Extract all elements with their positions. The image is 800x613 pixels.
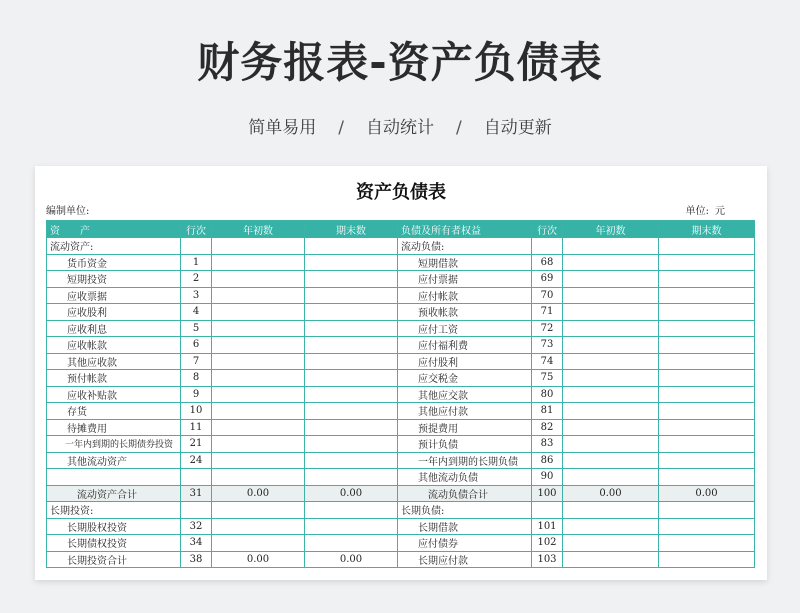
cell-liability-begin[interactable] <box>563 304 659 321</box>
cell-asset-line[interactable]: 8 <box>181 370 212 387</box>
cell-liability-end[interactable] <box>659 287 755 304</box>
cell-asset-begin[interactable] <box>212 403 305 420</box>
cell-liability-begin[interactable] <box>563 386 659 403</box>
cell-asset-end[interactable] <box>305 370 398 387</box>
cell-asset-begin[interactable] <box>212 254 305 271</box>
table-header-row <box>47 221 755 238</box>
cell-liability-line[interactable]: 100 <box>532 485 563 502</box>
currency-unit-label: 单位: <box>685 206 709 217</box>
cell-liability-item[interactable]: 短期借款 <box>398 254 532 271</box>
cell-liability-line[interactable]: 75 <box>532 370 563 387</box>
cell-asset-line[interactable]: 32 <box>181 518 212 535</box>
header-begin: 年初数 <box>563 221 659 238</box>
cell-liability-line[interactable]: 80 <box>532 386 563 403</box>
cell-asset-line[interactable]: 5 <box>181 320 212 337</box>
cell-asset-line[interactable]: 3 <box>181 287 212 304</box>
cell-asset-line[interactable]: 11 <box>181 419 212 436</box>
cell-asset-end[interactable] <box>305 238 398 255</box>
cell-asset-begin[interactable]: 0.00 <box>212 551 305 568</box>
cell-liability-end[interactable] <box>659 502 755 519</box>
cell-liability-line[interactable]: 74 <box>532 353 563 370</box>
cell-asset-line[interactable]: 34 <box>181 535 212 552</box>
cell-liability-item[interactable]: 流动负债: <box>398 238 532 255</box>
table-row <box>47 287 755 304</box>
cell-asset-line[interactable]: 9 <box>181 386 212 403</box>
table-row <box>47 337 755 354</box>
cell-asset-line[interactable] <box>181 469 212 486</box>
cell-asset-end[interactable] <box>305 518 398 535</box>
currency-unit-value: 元 <box>715 206 725 217</box>
table-row <box>47 485 755 502</box>
cell-asset-begin[interactable] <box>212 320 305 337</box>
cell-asset-line[interactable]: 2 <box>181 271 212 288</box>
cell-liability-end[interactable] <box>659 436 755 453</box>
cell-liability-end[interactable] <box>659 518 755 535</box>
cell-liability-end[interactable] <box>659 535 755 552</box>
cell-asset-begin[interactable] <box>212 337 305 354</box>
cell-asset-begin[interactable] <box>212 535 305 552</box>
cell-liability-line[interactable]: 101 <box>532 518 563 535</box>
cell-asset-item[interactable]: 应收利息 <box>47 320 181 337</box>
cell-liability-item[interactable]: 其他流动负债 <box>398 469 532 486</box>
cell-asset-item[interactable]: 存货 <box>47 403 181 420</box>
table-row <box>47 238 755 255</box>
cell-liability-line[interactable]: 90 <box>532 469 563 486</box>
cell-liability-end[interactable] <box>659 304 755 321</box>
cell-asset-end[interactable] <box>305 452 398 469</box>
cell-asset-begin[interactable] <box>212 436 305 453</box>
cell-liability-begin[interactable] <box>563 551 659 568</box>
cell-liability-end[interactable] <box>659 551 755 568</box>
cell-asset-line[interactable]: 21 <box>181 436 212 453</box>
cell-liability-item[interactable]: 其他应交款 <box>398 386 532 403</box>
cell-liability-line[interactable]: 83 <box>532 436 563 453</box>
cell-asset-end[interactable] <box>305 469 398 486</box>
cell-liability-end[interactable] <box>659 353 755 370</box>
cell-liability-begin[interactable] <box>563 254 659 271</box>
header-assets: 资 产 <box>47 221 181 238</box>
cell-liability-item[interactable]: 长期借款 <box>398 518 532 535</box>
cell-asset-end[interactable] <box>305 535 398 552</box>
cell-liability-item[interactable]: 应付工资 <box>398 320 532 337</box>
cell-asset-end[interactable] <box>305 436 398 453</box>
cell-asset-begin[interactable] <box>212 287 305 304</box>
table-row <box>47 370 755 387</box>
cell-liability-item[interactable]: 应付帐款 <box>398 287 532 304</box>
separator: / <box>456 118 462 138</box>
cell-liability-end[interactable] <box>659 419 755 436</box>
cell-liability-begin[interactable] <box>563 436 659 453</box>
table-row <box>47 304 755 321</box>
cell-liability-line[interactable]: 82 <box>532 419 563 436</box>
cell-asset-item[interactable]: 长期投资合计 <box>47 551 181 568</box>
currency-unit <box>680 202 725 217</box>
table-row <box>47 551 755 568</box>
cell-asset-begin[interactable] <box>212 370 305 387</box>
cell-liability-item[interactable]: 预收帐款 <box>398 304 532 321</box>
table-row <box>47 386 755 403</box>
cell-liability-line[interactable]: 69 <box>532 271 563 288</box>
cell-liability-item[interactable]: 预计负债 <box>398 436 532 453</box>
cell-liability-item[interactable]: 长期负债: <box>398 502 532 519</box>
cell-asset-begin[interactable] <box>212 304 305 321</box>
cell-liability-line[interactable]: 68 <box>532 254 563 271</box>
cell-asset-line[interactable] <box>181 238 212 255</box>
cell-liability-end[interactable] <box>659 386 755 403</box>
cell-liability-line[interactable]: 70 <box>532 287 563 304</box>
balance-sheet-table <box>46 220 755 568</box>
cell-liability-end[interactable] <box>659 370 755 387</box>
cell-asset-line[interactable] <box>181 502 212 519</box>
cell-liability-end[interactable] <box>659 238 755 255</box>
cell-liability-end[interactable] <box>659 452 755 469</box>
cell-asset-line[interactable]: 31 <box>181 485 212 502</box>
cell-asset-end[interactable] <box>305 287 398 304</box>
cell-liability-item[interactable]: 应付福利费 <box>398 337 532 354</box>
cell-liability-end[interactable] <box>659 254 755 271</box>
cell-asset-end[interactable] <box>305 419 398 436</box>
header-line-no: 行次 <box>181 221 212 238</box>
cell-asset-item[interactable]: 应收补贴款 <box>47 386 181 403</box>
cell-liability-begin[interactable] <box>563 320 659 337</box>
cell-liability-item[interactable]: 一年内到期的长期负债 <box>398 452 532 469</box>
cell-asset-line[interactable]: 38 <box>181 551 212 568</box>
cell-liability-line[interactable]: 103 <box>532 551 563 568</box>
table-row <box>47 469 755 486</box>
cell-asset-begin[interactable] <box>212 518 305 535</box>
cell-asset-item[interactable] <box>47 469 181 486</box>
cell-asset-item[interactable]: 应收股利 <box>47 304 181 321</box>
cell-liability-begin[interactable] <box>563 337 659 354</box>
cell-liability-end[interactable] <box>659 403 755 420</box>
cell-liability-item[interactable]: 预提费用 <box>398 419 532 436</box>
cell-asset-item[interactable]: 长期债权投资 <box>47 535 181 552</box>
cell-asset-item[interactable]: 其他流动资产 <box>47 452 181 469</box>
feature-2: 自动统计 <box>366 118 434 138</box>
cell-asset-begin[interactable] <box>212 419 305 436</box>
separator: / <box>338 118 344 138</box>
spreadsheet-preview <box>35 166 767 580</box>
cell-liability-line[interactable]: 81 <box>532 403 563 420</box>
cell-liability-end[interactable] <box>659 337 755 354</box>
cell-asset-item[interactable]: 货币资金 <box>47 254 181 271</box>
cell-asset-end[interactable] <box>305 271 398 288</box>
cell-liability-begin[interactable] <box>563 452 659 469</box>
cell-asset-item[interactable]: 其他应收款 <box>47 353 181 370</box>
table-row <box>47 502 755 519</box>
cell-liability-begin[interactable] <box>563 518 659 535</box>
cell-liability-begin[interactable]: 0.00 <box>563 485 659 502</box>
table-row <box>47 535 755 552</box>
cell-asset-line[interactable]: 24 <box>181 452 212 469</box>
cell-liability-begin[interactable] <box>563 271 659 288</box>
cell-liability-line[interactable]: 86 <box>532 452 563 469</box>
cell-asset-end[interactable] <box>305 320 398 337</box>
cell-asset-line[interactable]: 6 <box>181 337 212 354</box>
cell-liability-line[interactable]: 73 <box>532 337 563 354</box>
cell-liability-line[interactable] <box>532 238 563 255</box>
cell-asset-item[interactable]: 应收帐款 <box>47 337 181 354</box>
header-end: 期末数 <box>305 221 398 238</box>
feature-1: 简单易用 <box>248 118 317 138</box>
cell-asset-item[interactable]: 流动资产合计 <box>47 485 181 502</box>
table-row <box>47 254 755 271</box>
cell-liability-line[interactable]: 71 <box>532 304 563 321</box>
cell-asset-begin[interactable] <box>212 386 305 403</box>
cell-asset-item[interactable]: 一年内到期的长期债券投资 <box>47 436 181 453</box>
unit-label: 编制单位: <box>46 206 90 217</box>
cell-liability-line[interactable]: 102 <box>532 535 563 552</box>
page-title: 财务报表-资产负债表 <box>197 38 603 87</box>
cell-liability-begin[interactable] <box>563 403 659 420</box>
cell-asset-end[interactable] <box>305 337 398 354</box>
header-begin: 年初数 <box>212 221 305 238</box>
cell-asset-line[interactable]: 7 <box>181 353 212 370</box>
cell-liability-item[interactable]: 其他应付款 <box>398 403 532 420</box>
cell-liability-begin[interactable] <box>563 238 659 255</box>
cell-asset-begin[interactable] <box>212 271 305 288</box>
cell-liability-line[interactable]: 72 <box>532 320 563 337</box>
cell-asset-end[interactable] <box>305 254 398 271</box>
cell-liability-begin[interactable] <box>563 419 659 436</box>
cell-asset-begin[interactable] <box>212 469 305 486</box>
table-row <box>47 419 755 436</box>
table-row <box>47 518 755 535</box>
cell-liability-item[interactable]: 应付股利 <box>398 353 532 370</box>
cell-liability-item[interactable]: 应付债券 <box>398 535 532 552</box>
cell-asset-item[interactable]: 预付帐款 <box>47 370 181 387</box>
cell-liability-item[interactable]: 应付票据 <box>398 271 532 288</box>
cell-asset-end[interactable] <box>305 502 398 519</box>
table-row <box>47 271 755 288</box>
cell-asset-end[interactable]: 0.00 <box>305 551 398 568</box>
cell-asset-end[interactable] <box>305 403 398 420</box>
cell-asset-item[interactable]: 应收票据 <box>47 287 181 304</box>
cell-asset-line[interactable]: 10 <box>181 403 212 420</box>
cell-liability-end[interactable] <box>659 469 755 486</box>
cell-liability-item[interactable]: 流动负债合计 <box>398 485 532 502</box>
header-line-no: 行次 <box>532 221 563 238</box>
table-row <box>47 452 755 469</box>
cell-liability-end[interactable] <box>659 320 755 337</box>
cell-asset-end[interactable] <box>305 304 398 321</box>
cell-asset-item[interactable]: 长期股权投资 <box>47 518 181 535</box>
cell-asset-line[interactable]: 4 <box>181 304 212 321</box>
cell-asset-begin[interactable] <box>212 353 305 370</box>
cell-liability-begin[interactable] <box>563 469 659 486</box>
cell-asset-line[interactable]: 1 <box>181 254 212 271</box>
cell-asset-begin[interactable] <box>212 238 305 255</box>
cell-liability-begin[interactable] <box>563 502 659 519</box>
header-end: 期末数 <box>659 221 755 238</box>
cell-asset-begin[interactable] <box>212 452 305 469</box>
table-row <box>47 403 755 420</box>
cell-liability-item[interactable]: 长期应付款 <box>398 551 532 568</box>
cell-liability-begin[interactable] <box>563 287 659 304</box>
feature-tagline <box>0 113 800 138</box>
header-liabilities: 负债及所有者权益 <box>398 221 532 238</box>
cell-asset-item[interactable]: 长期投资: <box>47 502 181 519</box>
cell-asset-begin[interactable]: 0.00 <box>212 485 305 502</box>
cell-liability-line[interactable] <box>532 502 563 519</box>
table-row <box>47 320 755 337</box>
cell-liability-begin[interactable] <box>563 353 659 370</box>
cell-asset-item[interactable]: 短期投资 <box>47 271 181 288</box>
cell-liability-end[interactable] <box>659 271 755 288</box>
cell-liability-end[interactable]: 0.00 <box>659 485 755 502</box>
cell-asset-item[interactable]: 待摊费用 <box>47 419 181 436</box>
cell-liability-item[interactable]: 应交税金 <box>398 370 532 387</box>
table-row <box>47 436 755 453</box>
cell-asset-begin[interactable] <box>212 502 305 519</box>
cell-liability-begin[interactable] <box>563 535 659 552</box>
cell-asset-end[interactable] <box>305 353 398 370</box>
cell-asset-end[interactable] <box>305 386 398 403</box>
cell-asset-item[interactable]: 流动资产: <box>47 238 181 255</box>
feature-3: 自动更新 <box>483 118 552 138</box>
cell-asset-end[interactable]: 0.00 <box>305 485 398 502</box>
sheet-title: 资产负债表 <box>356 182 446 203</box>
cell-liability-begin[interactable] <box>563 370 659 387</box>
table-row <box>47 353 755 370</box>
